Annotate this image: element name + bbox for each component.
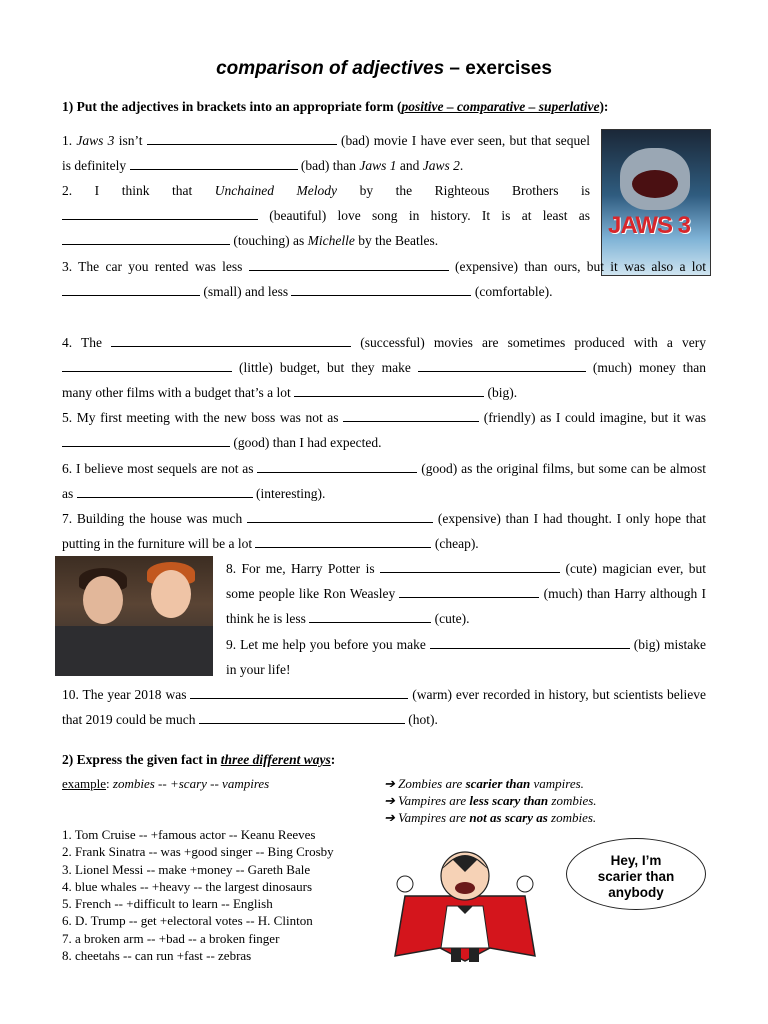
ex-italic: Jaws 2 <box>422 158 460 173</box>
ex-italic: Michelle <box>307 233 355 248</box>
answer-blank[interactable] <box>62 233 230 245</box>
ex-text: (much) than Harry although I think he is less <box>226 586 706 626</box>
ex-text: (expensive) than ours, but it was also a lot <box>448 259 707 274</box>
arrow-right-icon: ➔ <box>384 776 395 791</box>
ex-text: I think that <box>72 183 215 198</box>
answer-line-1 <box>384 776 584 792</box>
ex-number: 8. <box>226 561 237 576</box>
section1-suffix: ): <box>599 99 609 114</box>
list-item: 7. a broken arm -- +bad -- a broken finger <box>62 930 280 946</box>
ex-text: The car you rented was less <box>72 259 249 274</box>
answer-text: zombies. <box>548 793 597 808</box>
ex-italic: Unchained Melody <box>214 183 338 198</box>
ex-text: My first meeting with the new boss was not as <box>72 410 344 425</box>
jaws-logo: JAWS 3 <box>608 212 691 239</box>
answer-line-2 <box>384 793 597 809</box>
ex-number: 9. <box>226 637 237 652</box>
ex-text: (big) mistake in your life! <box>226 637 707 677</box>
exercise-4 <box>62 330 706 405</box>
exercise-6 <box>62 456 706 506</box>
ex-text: Let me help you before you make <box>236 637 430 652</box>
list-item: 1. Tom Cruise -- +famous actor -- Keanu Reeves <box>62 827 316 842</box>
answer-blank[interactable] <box>399 586 539 598</box>
section2-suffix: : <box>330 752 336 767</box>
shark-mouth-graphic <box>632 170 678 198</box>
ex-number: 10. <box>62 687 79 702</box>
answer-blank[interactable] <box>257 461 417 473</box>
exercise-7 <box>62 506 706 556</box>
vampire-mouth <box>455 882 475 894</box>
ex-text: (friendly) as I could imagine, but it was <box>479 410 706 425</box>
ex-text: (bad) movie I have ever seen, but that sequel is definitely <box>62 133 591 173</box>
robe-graphic <box>55 626 213 676</box>
arrow-right-icon: ➔ <box>384 793 395 808</box>
face-graphic <box>151 570 191 618</box>
section2-prefix: 2) Express the given fact in <box>62 752 221 767</box>
answer-blank[interactable] <box>380 561 560 573</box>
ex-text: (cute) magician ever, but some people like Ron Weasley <box>226 561 706 601</box>
answer-blank[interactable] <box>343 410 479 422</box>
speech-bubble <box>566 838 706 910</box>
title-italic: comparison of adjectives <box>216 58 445 79</box>
ex-text: (expensive) than I had thought. I only hope that putting in the furniture will be a lot <box>62 511 707 551</box>
ex-text: (interesting). <box>252 486 326 501</box>
ex-text: Building the house was much <box>72 511 248 526</box>
comparison-list <box>62 826 334 964</box>
answer-blank[interactable] <box>130 158 298 170</box>
vampire-left-hand <box>397 876 413 892</box>
bubble-line: anybody <box>608 885 664 900</box>
answer-blank[interactable] <box>249 259 449 271</box>
answer-text: zombies. <box>547 810 597 825</box>
vampire-right-hand <box>517 876 533 892</box>
ex-text: I believe most sequels are not as <box>72 461 258 476</box>
ex-text: The <box>72 335 112 350</box>
example-text: zombies -- +scary -- vampires <box>109 776 270 791</box>
answer-bold: not as scary as <box>469 810 548 825</box>
ex-text: For me, Harry Potter is <box>236 561 381 576</box>
answer-blank[interactable] <box>418 360 586 372</box>
ex-italic: Jaws 1 <box>359 158 397 173</box>
ex-text: (warm) ever recorded in history, but scientists believe that 2019 could be much <box>62 687 707 727</box>
list-item: 8. cheetahs -- can run +fast -- zebras <box>62 948 252 964</box>
answer-bold: scarier than <box>465 776 531 791</box>
ex-text: (cheap). <box>431 536 479 551</box>
answer-blank[interactable] <box>190 687 408 699</box>
list-item: 6. D. Trump -- get +electoral votes -- H. Clinton <box>62 913 313 929</box>
ex-text: (little) budget, but they make <box>232 360 418 375</box>
answer-blank[interactable] <box>430 637 630 649</box>
harry-potter-ron-image <box>55 556 213 676</box>
example-label: example <box>62 776 107 791</box>
list-item: 5. French -- +difficult to learn -- English <box>62 896 273 912</box>
ex-number: 5. <box>62 410 73 425</box>
section2-heading <box>62 752 335 768</box>
exercise-10 <box>62 682 706 732</box>
ex-text: The year 2018 was <box>78 687 191 702</box>
list-item: 2. Frank Sinatra -- was +good singer -- Bing Crosby <box>62 844 334 860</box>
answer-blank[interactable] <box>294 385 484 397</box>
exercise-2 <box>62 178 590 253</box>
ex-number: 6. <box>62 461 73 476</box>
ex-text: (beautiful) love song in history. It is at least as <box>258 208 590 223</box>
ex-text: (comfortable). <box>471 284 553 299</box>
answer-blank[interactable] <box>62 435 230 447</box>
answer-blank[interactable] <box>62 208 258 220</box>
list-item: 4. blue whales -- +heavy -- the largest dinosaurs <box>62 878 313 894</box>
answer-blank[interactable] <box>247 511 433 523</box>
ex-number: 4. <box>62 335 73 350</box>
ex-text: (successful) movies are sometimes produced with a very <box>351 335 707 350</box>
ex-text: by the Righteous Brothers is <box>337 183 590 198</box>
answer-blank[interactable] <box>77 486 253 498</box>
ex-text: (touching) as <box>230 233 308 248</box>
ex-number: 1. <box>62 133 73 148</box>
answer-blank[interactable] <box>111 335 351 347</box>
vampire-leg <box>469 948 479 962</box>
ex-number: 2. <box>62 183 73 198</box>
list-item: 3. Lionel Messi -- make +money -- Gareth Bale <box>62 861 311 877</box>
answer-blank[interactable] <box>309 611 431 623</box>
ex-text: (small) and less <box>200 284 292 299</box>
ex-italic: Jaws 3 <box>76 133 115 148</box>
example-line <box>62 776 269 792</box>
ex-number: 3. <box>62 259 73 274</box>
answer-line-3 <box>384 810 596 826</box>
answer-blank[interactable] <box>62 360 232 372</box>
answer-blank[interactable] <box>147 133 337 145</box>
ex-text: (big). <box>484 385 518 400</box>
exercise-3 <box>62 254 706 304</box>
ex-text: (good) than I had expected. <box>230 435 382 450</box>
ex-text: and <box>396 158 423 173</box>
answer-blank[interactable] <box>255 536 431 548</box>
example-colon: : <box>106 776 110 791</box>
face-graphic <box>83 576 123 624</box>
bubble-line: scarier than <box>597 869 675 884</box>
vampire-cartoon-image <box>385 836 545 966</box>
section1-heading <box>62 99 608 115</box>
ex-text: (bad) than <box>297 158 360 173</box>
vampire-leg <box>451 948 461 962</box>
ex-text: by the Beatles. <box>354 233 439 248</box>
ex-text: . <box>459 158 464 173</box>
bubble-line: Hey, I’m <box>610 853 662 868</box>
answer-text: vampires. <box>530 776 584 791</box>
arrow-right-icon: ➔ <box>384 810 395 825</box>
answer-text: Vampires are <box>398 810 470 825</box>
exercise-8 <box>226 556 706 631</box>
ex-text: (much) money than many other films with a budget that’s a lot <box>62 360 706 400</box>
ex-number: 7. <box>62 511 73 526</box>
answer-text: Vampires are <box>398 793 470 808</box>
page-title <box>0 58 768 80</box>
title-rest: – exercises <box>444 58 552 79</box>
ex-text: (hot). <box>404 712 438 727</box>
section1-prefix: 1) Put the adjectives in brackets into an appropriate form ( <box>62 99 402 114</box>
section1-hint: positive – comparative – superlative <box>401 99 600 114</box>
exercise-5 <box>62 405 706 455</box>
ex-text: (cute). <box>431 611 470 626</box>
answer-blank[interactable] <box>291 284 471 296</box>
section2-hint: three different ways <box>220 752 331 767</box>
ex-text: (good) as the original films, but some can be almost as <box>62 461 706 501</box>
exercise-9 <box>226 632 706 682</box>
answer-blank[interactable] <box>199 712 405 724</box>
answer-blank[interactable] <box>62 284 200 296</box>
answer-text: Zombies are <box>398 776 466 791</box>
answer-bold: less scary than <box>469 793 549 808</box>
exercise-1 <box>62 128 590 178</box>
ex-text: isn’t <box>114 133 147 148</box>
